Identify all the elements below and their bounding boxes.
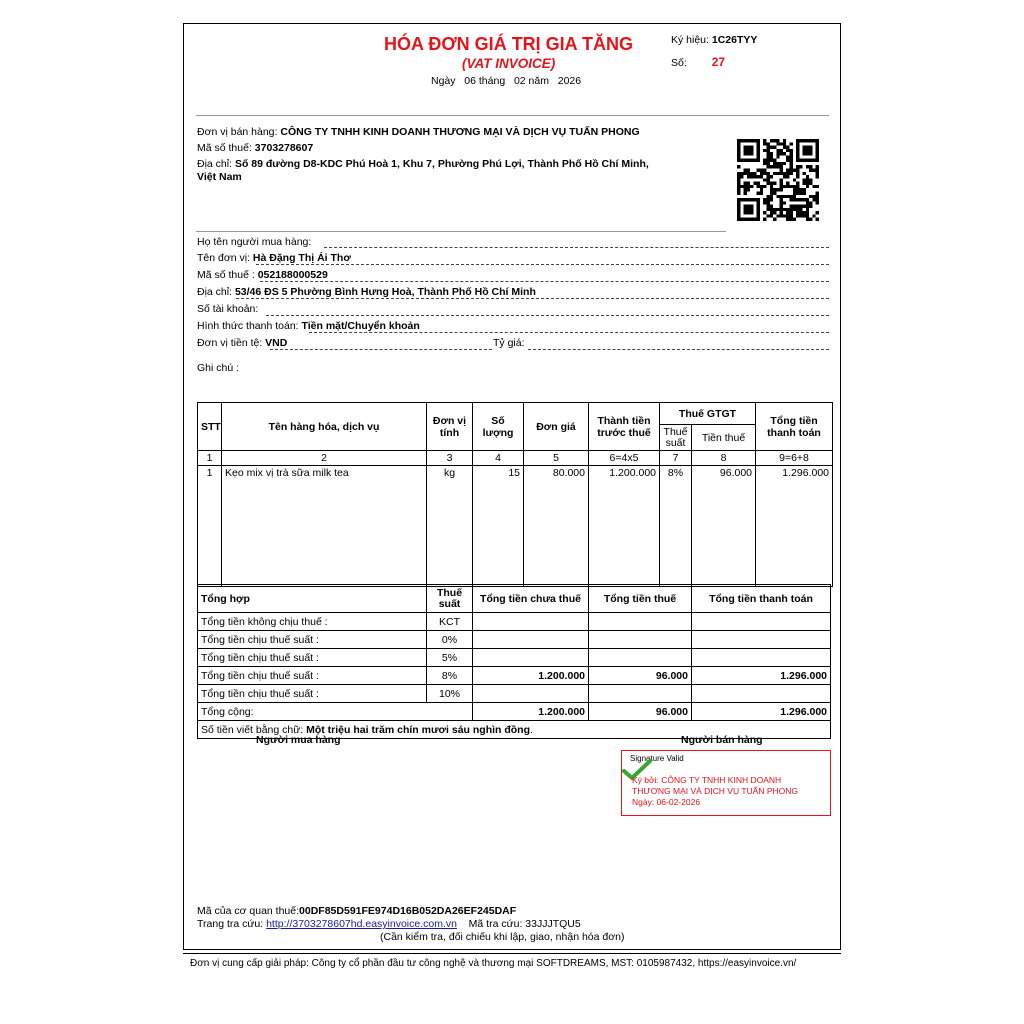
- buyer-address-label: Địa chỉ:: [197, 286, 233, 298]
- buyer-address: [197, 286, 536, 298]
- seller-address-line2: Việt Nam: [197, 171, 242, 183]
- col-name: Tên hàng hóa, dịch vụ: [222, 403, 427, 451]
- signed-date: Ngày: 06-02-2026: [632, 797, 701, 807]
- summary-row: [198, 631, 831, 649]
- summary-pre-tax: [473, 613, 589, 631]
- date-year-label: năm: [528, 75, 549, 87]
- col-unit: Đơn vị tính: [427, 403, 473, 451]
- buyer-unit-value: Hà Đặng Thị Ái Thơ: [252, 252, 351, 264]
- buyer-account-field: [266, 315, 829, 316]
- summary-total: 1.296.000: [692, 667, 831, 685]
- amount-in-words-label: Số tiền viết bằng chữ:: [201, 723, 304, 736]
- sum-col-tax: Tổng tiền thuế: [589, 585, 692, 613]
- buyer-currency-label: Đơn vị tiền tệ:: [197, 337, 263, 349]
- buyer-tax-field: [260, 281, 829, 282]
- invoice-page: [183, 23, 841, 950]
- grand-tax: 96.000: [589, 703, 692, 721]
- summary-tax: [589, 631, 692, 649]
- buyer-address-field: [236, 298, 829, 299]
- summary-row: [198, 649, 831, 667]
- summary-label: Tổng tiền chịu thuế suất :: [198, 631, 427, 649]
- index-cell: 8: [692, 451, 756, 466]
- summary-pre-tax: [473, 631, 589, 649]
- col-pre-tax: Thành tiền trước thuế: [589, 403, 660, 451]
- col-price: Đơn giá: [524, 403, 589, 451]
- col-qty: Số lượng: [473, 403, 524, 451]
- number-label: Số:: [671, 57, 687, 69]
- sum-col-total: Tổng tiền thanh toán: [692, 585, 831, 613]
- index-cell: 6=4x5: [589, 451, 660, 466]
- buyer-payment-label: Hình thức thanh toán:: [197, 320, 299, 332]
- buyer-currency-field: [270, 349, 492, 350]
- buyer-currency: [197, 337, 287, 349]
- qr-code: [737, 139, 819, 221]
- grand-total-label: Tổng cộng:: [198, 703, 473, 721]
- row-qty: 15: [473, 466, 524, 587]
- index-row: [198, 451, 833, 466]
- signature-valid-text: Signature Valid: [630, 754, 684, 763]
- buyer-unit-label: Tên đơn vị:: [197, 252, 250, 264]
- row-stt: 1: [198, 466, 222, 587]
- tax-authority-code: [197, 905, 516, 917]
- summary-row: [198, 613, 831, 631]
- buyer-name-label: Họ tên người mua hàng:: [197, 236, 312, 248]
- row-total: 1.296.000: [756, 466, 833, 587]
- summary-total: [692, 649, 831, 667]
- row-price: 80.000: [524, 466, 589, 587]
- buyer-rate-label: Tỷ giá:: [493, 337, 525, 349]
- seller-address-value: Số 89 đường D8-KDC Phú Hoà 1, Khu 7, Phường Phú Lợi, Thành Phố Hồ Chí Minh,: [234, 158, 649, 170]
- row-name: Kẹo mix vị trà sữa milk tea: [222, 466, 427, 587]
- lookup-page-label: Trang tra cứu:: [197, 918, 264, 930]
- col-stt: STT: [198, 403, 222, 451]
- date-year: 2026: [557, 75, 582, 87]
- grand-total: 1.296.000: [692, 703, 831, 721]
- symbol-value: 1C26TYY: [711, 34, 758, 46]
- summary-rate: KCT: [427, 613, 473, 631]
- summary-table: [197, 584, 831, 739]
- tax-authority-code-label: Mã của cơ quan thuế:: [197, 905, 300, 917]
- buyer-payment-field: [309, 332, 829, 333]
- summary-row: [198, 667, 831, 685]
- buyer-name-field: [324, 247, 829, 248]
- lookup-line: [197, 918, 581, 930]
- summary-label: Tổng tiền chịu thuế suất :: [198, 649, 427, 667]
- lookup-code-label: Mã tra cứu:: [468, 918, 523, 930]
- number-line: [671, 55, 725, 69]
- signed-by-line2: THƯƠNG MẠI VÀ DỊCH VỤ TUẤN PHONG: [632, 786, 798, 796]
- sum-col-label: Tổng hợp: [198, 585, 427, 613]
- col-vat-group: Thuế GTGT: [660, 403, 756, 425]
- summary-pre-tax: 1.200.000: [473, 667, 589, 685]
- amount-in-words-suffix: .: [530, 723, 533, 736]
- invoice-title: HÓA ĐƠN GIÁ TRỊ GIA TĂNG: [384, 34, 634, 54]
- row-unit: kg: [427, 466, 473, 587]
- col-vat-amount: Tiền thuế: [692, 425, 756, 451]
- seller-signature-label: Người bán hàng: [681, 734, 763, 746]
- digital-signature-box[interactable]: [621, 750, 831, 816]
- summary-tax: [589, 649, 692, 667]
- invoice-subtitle: (VAT INVOICE): [462, 56, 556, 71]
- symbol-label: Ký hiệu:: [671, 34, 709, 46]
- lookup-note: (Cần kiểm tra, đối chiếu khi lập, giao, nhận hóa đơn): [380, 931, 625, 943]
- buyer-currency-value: VND: [265, 337, 288, 349]
- date-day: 06: [464, 75, 476, 87]
- buyer-tax-value: 052188000529: [257, 269, 328, 281]
- buyer-signature-label: Người mua hàng: [256, 734, 341, 746]
- row-vat-amount: 96.000: [692, 466, 756, 587]
- seller-name-value: CÔNG TY TNHH KINH DOANH THƯƠNG MẠI VÀ DỊCH VỤ TUẤN PHONG: [280, 126, 640, 138]
- buyer-tax: [197, 269, 328, 281]
- items-table: [197, 402, 833, 587]
- invoice-date: [431, 75, 581, 87]
- summary-row: [198, 685, 831, 703]
- number-value: 27: [711, 55, 726, 69]
- buyer-note-label: Ghi chú :: [197, 362, 240, 374]
- seller-divider: [196, 231, 726, 232]
- index-cell: 5: [524, 451, 589, 466]
- summary-rate: 8%: [427, 667, 473, 685]
- summary-tax: [589, 613, 692, 631]
- buyer-rate-field: [528, 349, 829, 350]
- index-cell: 4: [473, 451, 524, 466]
- summary-rate: 5%: [427, 649, 473, 667]
- seller-name: [197, 126, 640, 138]
- summary-total: [692, 613, 831, 631]
- grand-pre-tax: 1.200.000: [473, 703, 589, 721]
- summary-tax: [589, 685, 692, 703]
- lookup-code-value: 33JJJTQU5: [525, 918, 581, 930]
- signed-by-line1: Ký bởi: CÔNG TY TNHH KINH DOANH: [632, 775, 782, 785]
- summary-pre-tax: [473, 685, 589, 703]
- date-day-label: Ngày: [431, 75, 456, 87]
- seller-tax-label: Mã số thuế:: [197, 142, 252, 154]
- summary-rate: 0%: [427, 631, 473, 649]
- summary-total: [692, 685, 831, 703]
- seller-address-label: Địa chỉ:: [197, 158, 233, 170]
- summary-label: Tổng tiền không chịu thuế :: [198, 613, 427, 631]
- sum-col-rate: Thuế suất: [427, 585, 473, 613]
- buyer-payment: [197, 320, 420, 332]
- buyer-tax-label: Mã số thuế :: [197, 269, 255, 281]
- index-cell: 7: [660, 451, 692, 466]
- buyer-payment-value: Tiền mặt/Chuyển khoản: [301, 320, 420, 332]
- tax-authority-code-value: 00DF85D591FE974D16B052DA26EF245DAF: [299, 905, 517, 917]
- index-cell: 9=6+8: [756, 451, 833, 466]
- symbol-line: [671, 34, 757, 46]
- summary-label: Tổng tiền chịu thuế suất :: [198, 685, 427, 703]
- summary-total: [692, 631, 831, 649]
- footer-provider: Đơn vị cung cấp giải pháp: Công ty cổ phần đầu tư công nghệ và thương mại SOFTDREAMS, MST: 0105987432, https://easyinvoice.vn/: [190, 958, 797, 969]
- seller-tax-value: 3703278607: [254, 142, 314, 154]
- buyer-account-label: Số tài khoản:: [197, 303, 259, 315]
- date-month-label: tháng: [478, 75, 506, 87]
- index-cell: 2: [222, 451, 427, 466]
- table-row: [198, 466, 833, 587]
- date-month: 02: [513, 75, 526, 87]
- index-cell: 1: [198, 451, 222, 466]
- seller-name-label: Đơn vị bán hàng:: [197, 126, 278, 138]
- col-vat-rate: Thuế suất: [660, 425, 692, 451]
- col-total: Tổng tiền thanh toán: [756, 403, 833, 451]
- summary-label: Tổng tiền chịu thuế suất :: [198, 667, 427, 685]
- buyer-address-value: 53/46 ĐS 5 Phường Bình Hưng Hoà, Thành Phố Hồ Chí Minh: [234, 286, 536, 298]
- row-pre-tax: 1.200.000: [589, 466, 660, 587]
- lookup-page-link[interactable]: http://3703278607hd.easyinvoice.com.vn: [266, 918, 457, 930]
- amount-in-words-value: Một triệu hai trăm chín mươi sáu nghìn đồng: [306, 723, 531, 736]
- buyer-unit-field: [256, 264, 829, 265]
- header-divider: [196, 115, 829, 116]
- sum-col-pre-tax: Tổng tiền chưa thuế: [473, 585, 589, 613]
- summary-pre-tax: [473, 649, 589, 667]
- buyer-unit: [197, 252, 351, 264]
- row-vat-rate: 8%: [660, 466, 692, 587]
- seller-address: [197, 158, 649, 170]
- summary-rate: 10%: [427, 685, 473, 703]
- footer-divider: [183, 953, 841, 954]
- summary-tax: 96.000: [589, 667, 692, 685]
- seller-tax: [197, 142, 313, 154]
- index-cell: 3: [427, 451, 473, 466]
